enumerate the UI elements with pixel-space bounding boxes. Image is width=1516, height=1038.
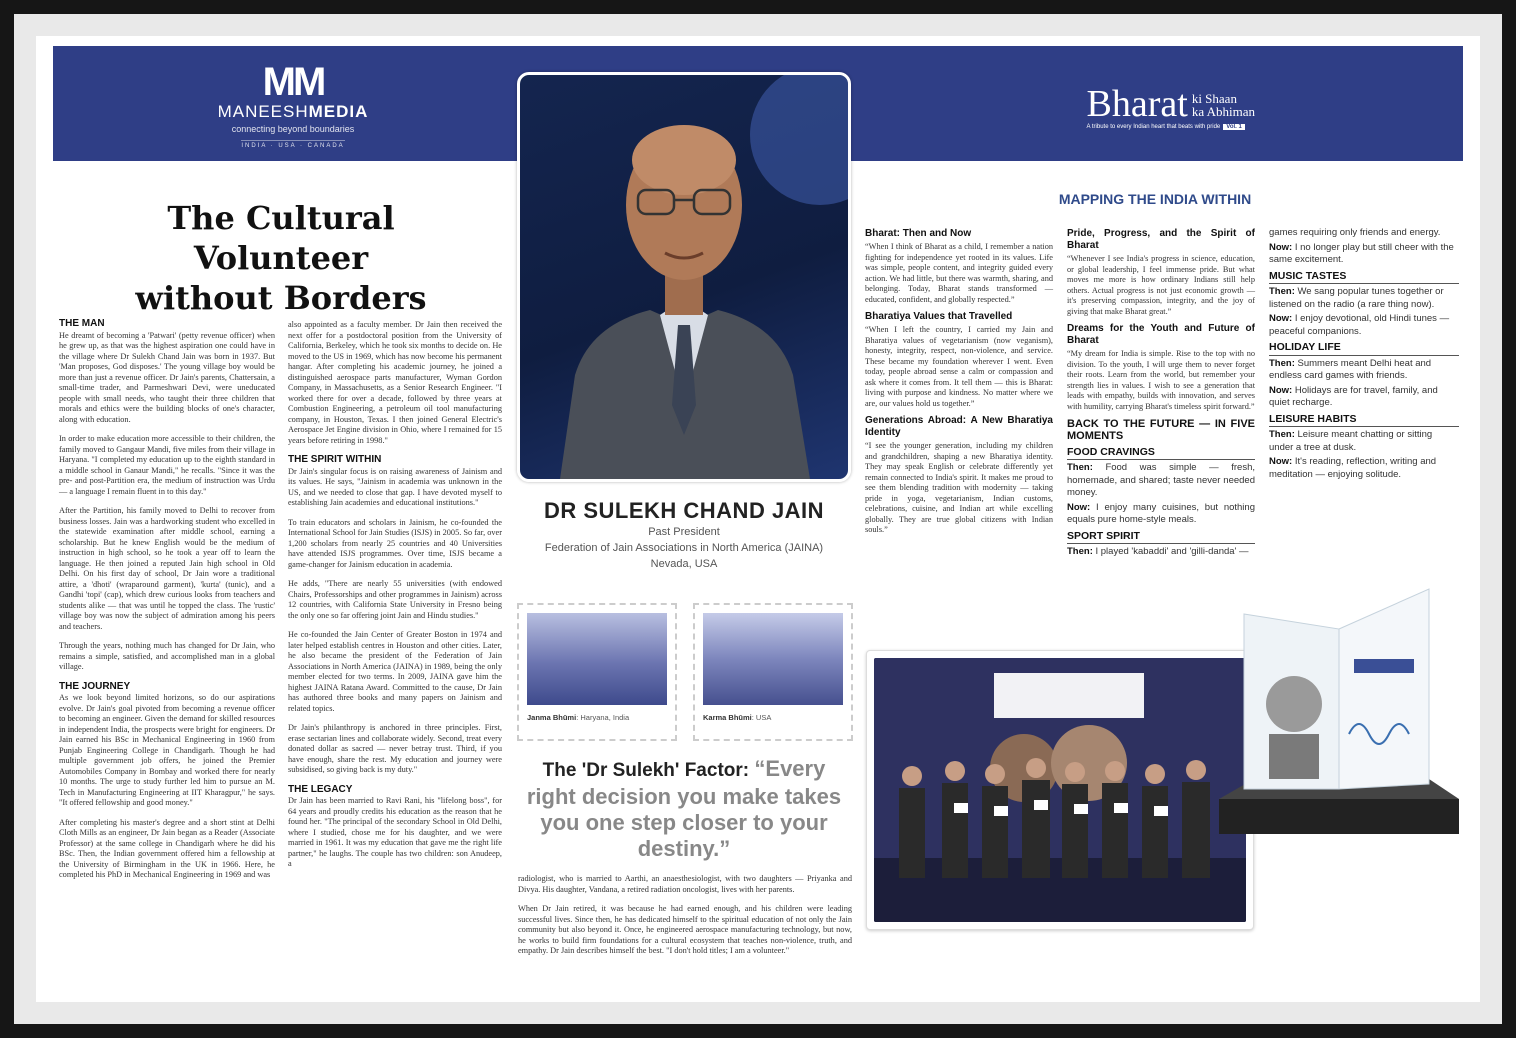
- paragraph: To train educators and scholars in Jainism, he co-founded the International School for Jain Studies (ISJS) in 2005. So far, over 1,200 scholars from nearly 25 countries and 40 Universities have attended ISJS programmes. Over time, ISJS became a game-changer for Jainism education in academia.: [288, 517, 502, 569]
- mapping-heading-pride: Pride, Progress, and the Spirit of Bharat: [1067, 228, 1255, 251]
- paragraph: As we look beyond limited horizons, so do our aspirations evolve. Dr Jain's goal pivoted from becoming a revenue officer to becoming an engineer. Given the demand for skilled resources in independent India, the prospects were bright for engineers. Dr Jain earned his BSc in Mechanical Engineering in 1960 from Punjab Engineering College in Chandigarh. Though he had multiple government job offers, he joined the Premier Automobiles Company in Bombay and worked there for nearly 10 months. The urge to study further led him to pursue an M. Tech in Manufacturing Engineering at IIT Kharagpur," he says. "It offered fellowship and good money.": [59, 693, 275, 807]
- sport-heading: SPORT SPIRIT: [1067, 530, 1255, 544]
- then-label: Then:: [1067, 462, 1093, 473]
- music-then: [1269, 286, 1459, 311]
- series-tagline: [1087, 124, 1255, 130]
- leisure-then: [1269, 429, 1459, 454]
- now-label: Now:: [1269, 313, 1293, 324]
- food-now-text: I enjoy many cuisines, but nothing equals pure home-style meals.: [1067, 501, 1255, 525]
- holiday-then-text: Summers meant Delhi heat and endless card games with friends.: [1269, 357, 1432, 381]
- frame-mat: [14, 14, 1502, 1024]
- portrait-photo: [517, 72, 851, 482]
- mapping-heading-values: Bharatiya Values that Travelled: [865, 311, 1013, 322]
- stamp1-value: : Haryana, India: [576, 713, 630, 722]
- future-block: [1067, 418, 1255, 558]
- music-heading: MUSIC TASTES: [1269, 270, 1459, 285]
- stamp-caption-karma: [703, 713, 843, 722]
- then-label: Then:: [1269, 357, 1295, 369]
- sport-then-continued: games requiring only friends and energy.: [1269, 227, 1441, 238]
- then-label: Then:: [1067, 545, 1093, 557]
- stamp-caption-janma: [527, 713, 667, 722]
- trophy-illustration: [1214, 584, 1464, 884]
- stamp-janma-bhumi: [517, 603, 677, 741]
- mapping-text: “Whenever I see India's progress in science, education, or global leadership, I feel immense pride. But what moves me more is how ordinary Indians still help others. Actual progress is not just economic growth — it's preserving compassion, integrity, and the joy of giving that make Bharat great.”: [1067, 254, 1255, 316]
- leisure-now: [1269, 456, 1459, 481]
- stamp-image-karma: [703, 613, 843, 705]
- paragraph: radiologist, who is married to Aarthi, an anaesthesiologist, with two daughters — Priyanka and Divya. His daughter, Vandana, a retired radiation oncologist, lives with her parents.: [518, 874, 852, 894]
- article-column-2: [288, 320, 502, 879]
- music-then-text: We sang popular tunes together or listened on the radio (a rare thing now).: [1269, 286, 1444, 310]
- then-label: Then:: [1269, 429, 1295, 440]
- holiday-now-text: Holidays are for travel, family, and quiet recharge.: [1269, 384, 1438, 408]
- stamp-image-janma: [527, 613, 667, 705]
- paragraph: also appointed as a faculty member. Dr Jain then received the next offer for a postdoctoral position from the University of California, Berkeley, which he took six months to decide on. He moved to the US in 1969, which has now become his permanent hangar. After completing his academic journey, he joined a distinguished aerospace parts manufacturer, Wyman Gordon Company, in Massachusetts, as a Senior Research Engineer. "I worked there for over a decade, followed by three years at Combustion Engineering, a petroleum oil tool manufacturing company, in Houston, Texas. I then joined General Electric's Aerospace Jet Engine division in Ohio, where I remained for 15 years before retiring in 1998.": [288, 320, 502, 445]
- award-trophy: [1214, 584, 1464, 884]
- mapping-column-1: [865, 225, 1053, 542]
- event-photo-image: [874, 658, 1246, 922]
- mapping-text: “When I left the country, I carried my Jain and Bharatiya values of vegetarianism (now veganism), honesty, integrity, respect, non-violence, and service. These became my foundation wherever I went. Even today, people abroad sense a calm or compassion and ask where it comes from. It tell them — this is Bharat: living with purpose and kindness. No matter where we are, our values hold us together.”: [865, 325, 1053, 408]
- article-title: [76, 198, 486, 318]
- food-then: [1067, 462, 1255, 500]
- food-heading: FOOD CRAVINGS: [1067, 446, 1255, 460]
- stamp2-value: : USA: [751, 713, 772, 722]
- pull-quote-text: “Every right decision you make takes you one step closer to your destiny.”: [526, 756, 842, 861]
- article-column-1: [59, 315, 275, 890]
- mapping-text: “I see the younger generation, including my children and grandchildren, shaping a new Bharatiya identity. They may speak English or celebrate differently yet remain connected to India's spirit. It makes me proud to see them blending tradition with modernity — taking pride in yoga, vegetarianism, Indian customs, celebrations, cuisine, and Indian art while excelling globally. They are true global citizens with Indian souls.”: [865, 441, 1053, 534]
- paragraph: In order to make education more accessible to their children, the family moved to Gangaur Mandi, five miles from their village in Haryana. "I completed my education up to the eighth standard in a middle school in Ganaur Mandi," he recalls. "Since it was the pre- and post-Partition era, the medium of instruction was Urdu — a language I remain fluent in to this day.": [59, 434, 275, 496]
- paragraph: After completing his master's degree and a short stint at Delhi Cloth Mills as an engineer, Dr Jain began as a Reader (Associate Professor) at the same college in Chandigarh where he did his BSc. Then, the Indian government offered him a fellowship at the University of Birmingham in the UK in 1966. Here, he completed his PhD in Mechanical Engineering in 1969 and was: [59, 817, 275, 879]
- profile-organization: Federation of Jain Associations in North America (JAINA): [544, 542, 824, 554]
- music-now: [1269, 313, 1459, 338]
- event-photo-illustration: [874, 658, 1246, 922]
- section-heading-spirit: THE SPIRIT WITHIN: [288, 454, 382, 465]
- holiday-then: [1269, 358, 1459, 383]
- mapping-heading-then-now: Bharat: Then and Now: [865, 228, 972, 239]
- food-now: [1067, 502, 1255, 527]
- food-then-text: Food was simple — fresh, homemade, and shared; taste never needed money.: [1067, 462, 1255, 498]
- bharat-series-logo: [1086, 83, 1255, 130]
- leisure-then-text: Leisure meant chatting or sitting under a tree at dusk.: [1269, 429, 1433, 453]
- paragraph: He dreamt of becoming a 'Patwari' (petty revenue officer) when he grew up, as that was the highest aspiration one could have in the village where Dr Sulekh Chand Jain was born in 1937. But 'Man proposes, God disposes.' The young village boy would be more than just a revenue officer. Dr Jain's parents, Chattersain, a small-time trader, and Parmeshwari Devi, were uneducated people with small needs, who taught their three children that morals and ethics were the building blocks of one's character, along with education.: [59, 330, 275, 424]
- article-column-3: [518, 874, 852, 966]
- logo-name-light: MANEESH: [217, 102, 309, 121]
- profile-role: Past President: [648, 526, 720, 538]
- five-moments-column: [1269, 227, 1459, 483]
- sport-now-text: I no longer play but still cheer with the same excitement.: [1269, 241, 1454, 265]
- holiday-heading: HOLIDAY LIFE: [1269, 341, 1459, 356]
- logo-regions: INDIA · USA · CANADA: [241, 140, 344, 149]
- now-label: Now:: [1067, 501, 1091, 513]
- series-title: Bharat: [1086, 83, 1188, 125]
- profile-name-block: [517, 498, 851, 572]
- now-label: Now:: [1269, 456, 1293, 467]
- stamp2-label: Karma Bhūmi: [703, 713, 752, 722]
- profile-name: DR SULEKH CHAND JAIN: [543, 498, 825, 523]
- paragraph: Through the years, nothing much has changed for Dr Jain, who remains a simple, satisfied, and accomplished man in a global village.: [59, 641, 275, 671]
- mapping-text: “When I think of Bharat as a child, I remember a nation fighting for independence yet rooted in its values. Life was simple, people content, and integrity guided every action. We had little, but there was warmth, sharing, and belonging. Today, Bharat stands transformed — educated, confident, and globally respected.”: [865, 242, 1053, 304]
- logo-name-bold: MEDIA: [308, 102, 369, 121]
- series-ki-shaan: ki Shaan: [1191, 91, 1237, 106]
- article-title-line2: without Borders: [135, 279, 427, 317]
- maneesh-media-logo: [198, 60, 388, 152]
- stamp-karma-bhumi: [693, 603, 853, 741]
- section-heading-journey: THE JOURNEY: [59, 680, 131, 692]
- paragraph: He adds, "There are nearly 55 universities (with endowed Chairs, Professorships and other programmes in Jainism) across 12 countries, with California State University in Fresno being the only one so far offering joint Jain and Hindu studies.": [288, 579, 502, 620]
- logo-name: [198, 102, 388, 122]
- article-title-line1: The Cultural Volunteer: [167, 199, 395, 277]
- stamp1-label: Janma Bhūmi: [527, 713, 577, 722]
- paragraph: Dr Jain's singular focus is on raising awareness of Jainism and its values. He says, "Jainism in academia was unknown in the US, and we needed to close that gap. I have devoted myself to establishing Jain academies and educational institutions.": [288, 466, 502, 507]
- pull-quote: [516, 756, 852, 862]
- music-now-text: I enjoy devotional, old Hindi tunes — peaceful companions.: [1269, 313, 1450, 337]
- paragraph: He co-founded the Jain Center of Greater Boston in 1974 and later helped establish centres in Houston and other cities. Later, he also became the president of the Federation of Jain Associations in North America (JAINA) in 1989, being the only member elected for two terms. In 2009, JAINA gave him the highest JAINA Ratana Award. Committed to the cause, Dr Jain has authored three books and many papers on Jainism and related topics.: [288, 630, 502, 713]
- mapping-text: “My dream for India is simple. Rise to the top with no division. To the youth, I will urge them to never forget their roots. Learn from the world, but remember your strength lies in values. I wish to see a generation that leads with empathy, builds with innovation, and serves with humility, carrying Bharat's timeless spirit forward.”: [1067, 349, 1255, 411]
- future-heading: BACK TO THE FUTURE — IN FIVE MOMENTS: [1067, 418, 1255, 442]
- poster-page: [36, 36, 1480, 1002]
- sport-then: [1067, 546, 1255, 559]
- then-label: Then:: [1269, 286, 1295, 297]
- event-photo: [866, 650, 1254, 930]
- paragraph: Dr Jain's philanthropy is anchored in three principles. First, erase sectarian lines and collaborate widely. Second, treat every donated dollar as sacred — never betray trust. Third, if you have enough, share the rest. My education and journey were subsidised, so giving back is my duty.": [288, 723, 502, 774]
- logo-tagline: connecting beyond boundaries: [231, 124, 355, 134]
- mapping-heading-generations: Generations Abroad: A New Bharatiya Identity: [865, 415, 1053, 438]
- mapping-heading: MAPPING THE INDIA WITHIN: [1058, 191, 1252, 207]
- series-ka-abhiman: ka Abhiman: [1191, 104, 1255, 119]
- paragraph: After the Partition, his family moved to Delhi to recover from business losses. Jain was a hardworking student who excelled in the statewide examination after middle school, earning a scholarship. But he knew English would be the medium of instruction in high school, so he took a year off to learn the language. He then joined a reputed Jain high school in Old Delhi. On his first day of school, Dr Jain wore a traditional attire, a 'dhoti' (wraparound garment), 'kurta' (tunic), and a Gandhi 'topi' (cap), which drew curious looks from teachers and students alike — that was until he topped the class. The 'rustic' village boy was now the subject of admiration among his peers and teachers.: [59, 506, 275, 631]
- portrait-illustration: [520, 75, 848, 479]
- series-subtitle-stack: [1192, 92, 1255, 118]
- section-heading-man: THE MAN: [59, 318, 105, 329]
- series-volume: Vol. 1: [1223, 124, 1245, 130]
- mapping-column-2: [1067, 225, 1255, 560]
- mapping-heading-dreams: Dreams for the Youth and Future of Bharat: [1067, 323, 1255, 346]
- paragraph: When Dr Jain retired, it was because he had earned enough, and his children were leading successful lives. Since then, he has dedicated himself to the spiritual education of not only the Jain community but also beyond it. Once, he engineered aerospace manufacturing technology, but now, he works to build firm foundations for a cultural ecosystem that teaches non-violence, truth, and empathy. Dr Jain describes himself the best. "I don't hold titles; I am a volunteer.": [518, 904, 852, 955]
- leisure-now-text: It's reading, reflection, writing and meditation — enjoying solitude.: [1269, 456, 1437, 480]
- paragraph: Dr Jain has been married to Ravi Rani, his "lifelong boss", for 64 years and proudly credits his education as the reason that he found her. "The principal of the secondary School in Old Delhi, where I studied, chose me for his daughter, and we were married in 1961. It was my education that gave me the right life partner," he laughs. The couple has two children: son Anudeep, a: [288, 796, 502, 868]
- profile-location: Nevada, USA: [650, 558, 718, 570]
- series-tagline-text: A tribute to every Indian heart that beats with pride: [1086, 124, 1221, 130]
- holiday-now: [1269, 385, 1459, 410]
- pull-quote-lead: The 'Dr Sulekh' Factor:: [542, 760, 755, 781]
- sport-now: [1269, 242, 1459, 267]
- leisure-heading: LEISURE HABITS: [1269, 413, 1459, 428]
- sport-then-text: I played 'kabaddi' and 'gilli-danda' —: [1095, 545, 1249, 557]
- now-label: Now:: [1269, 384, 1293, 396]
- section-heading-legacy: THE LEGACY: [288, 783, 353, 795]
- logo-mark: MM: [262, 60, 324, 104]
- now-label: Now:: [1269, 241, 1293, 253]
